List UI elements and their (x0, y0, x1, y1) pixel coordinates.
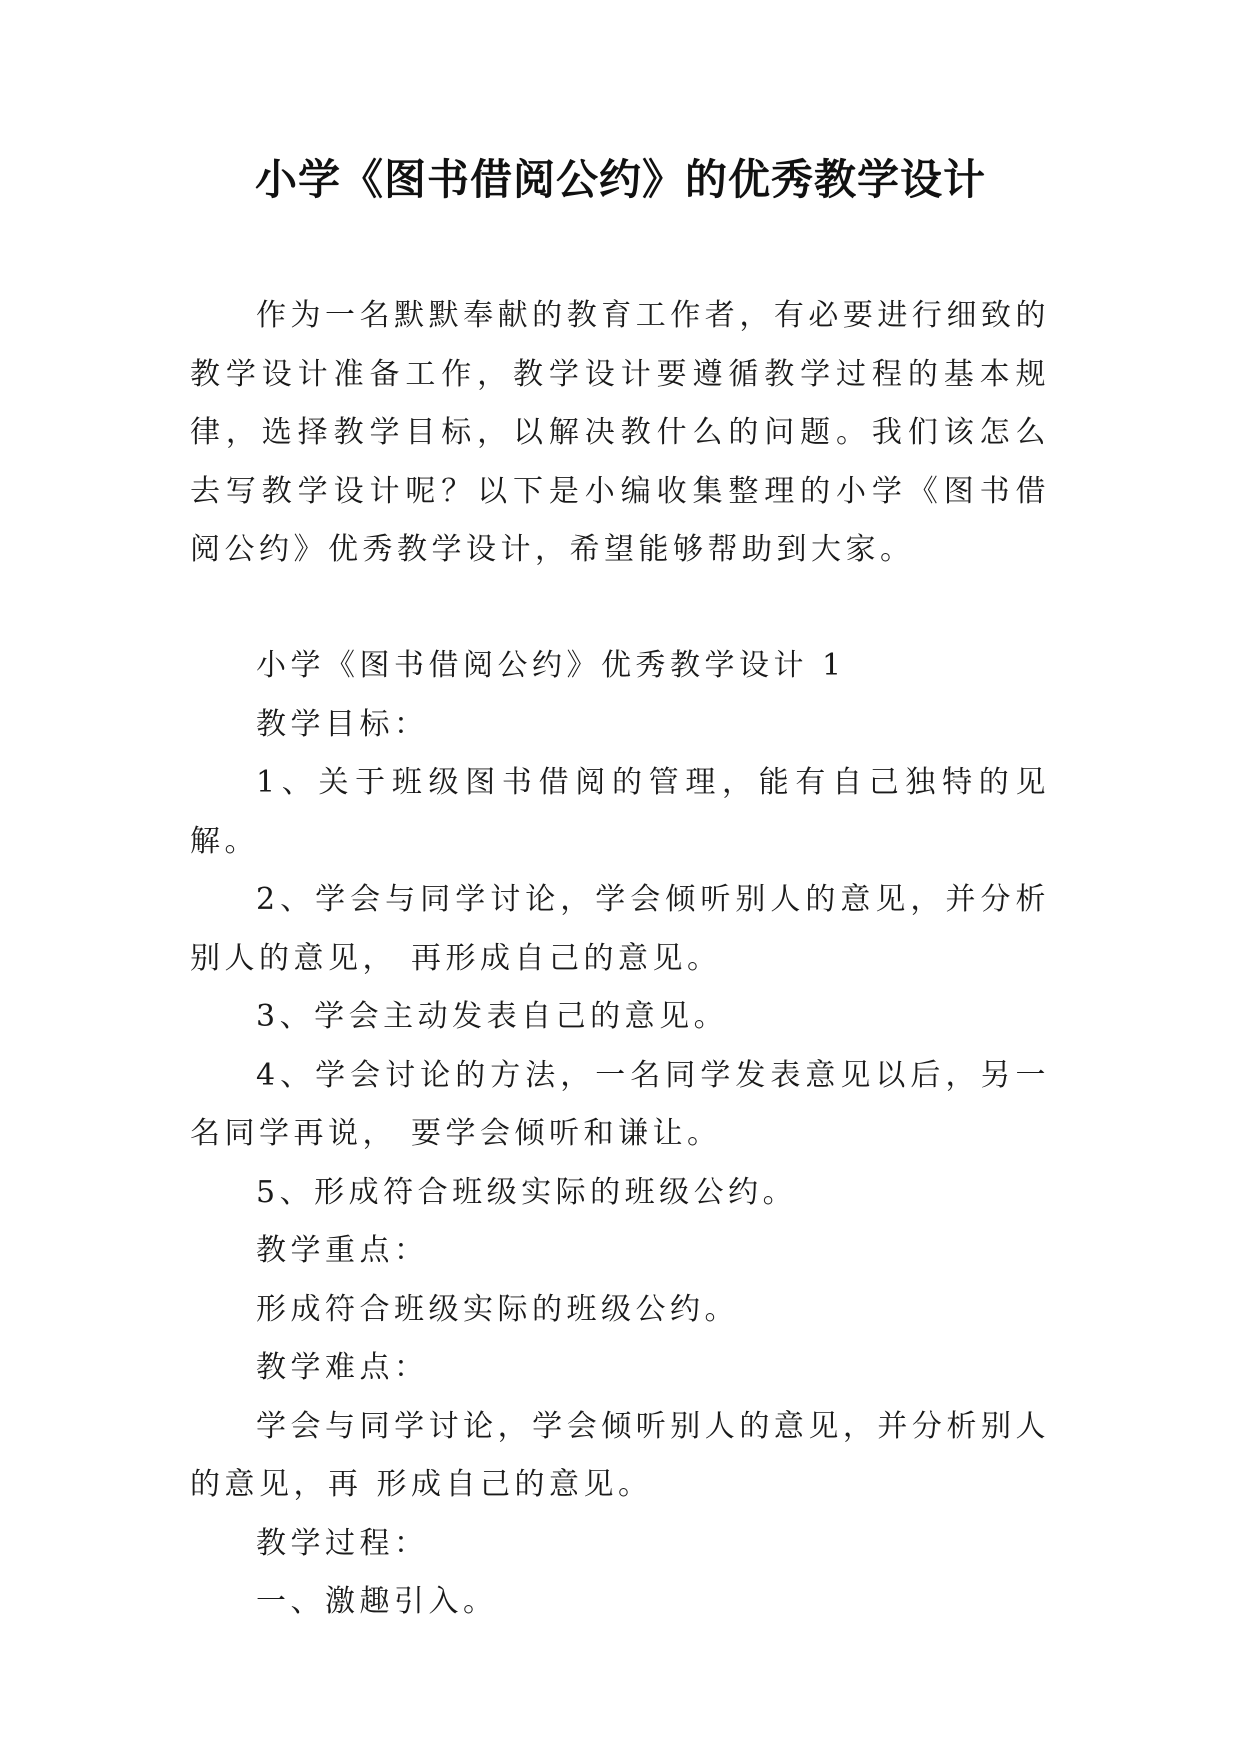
key-point-heading: 教学重点： (256, 1233, 429, 1268)
objective-item: 4、学会讨论的方法，一名同学发表意见以后，另一名同学再说， 要学会倾听和谦让。 (190, 1057, 1050, 1151)
objective-item: 3、学会主动发表自己的意见。 (256, 999, 729, 1034)
section-heading: 小学《图书借阅公约》优秀教学设计 1 (256, 648, 846, 683)
difficulty-heading: 教学难点： (256, 1350, 429, 1385)
objectives-heading: 教学目标： (256, 706, 429, 742)
document-title: 小学《图书借阅公约》的优秀教学设计 (254, 155, 986, 204)
document-body (190, 637, 1050, 1632)
objective-item: 5、形成符合班级实际的班级公约。 (256, 1174, 798, 1210)
key-point-text: 形成符合班级实际的班级公约。 (256, 1291, 739, 1327)
difficulty-text: 学会与同学讨论，学会倾听别人的意见，并分析别人的意见，再 形成自己的意见。 (190, 1408, 1050, 1502)
process-step: 一、激趣引入。 (256, 1584, 498, 1619)
intro-paragraph: 作为一名默默奉献的教育工作者，有必要进行细致的教学设计准备工作，教学设计要遵循教学过程的基本规律，选择教学目标，以解决教什么的问题。我们该怎么去写教学设计呢？以下是小编收集整理的小学《图书借阅公约》优秀教学设计，希望能够帮助到大家。 (190, 298, 1050, 567)
objective-item: 2、学会与同学讨论，学会倾听别人的意见，并分析别人的意见， 再形成自己的意见。 (190, 882, 1050, 976)
process-heading: 教学过程： (256, 1525, 429, 1561)
objective-item: 1、关于班级图书借阅的管理，能有自己独特的见解。 (190, 765, 1050, 859)
